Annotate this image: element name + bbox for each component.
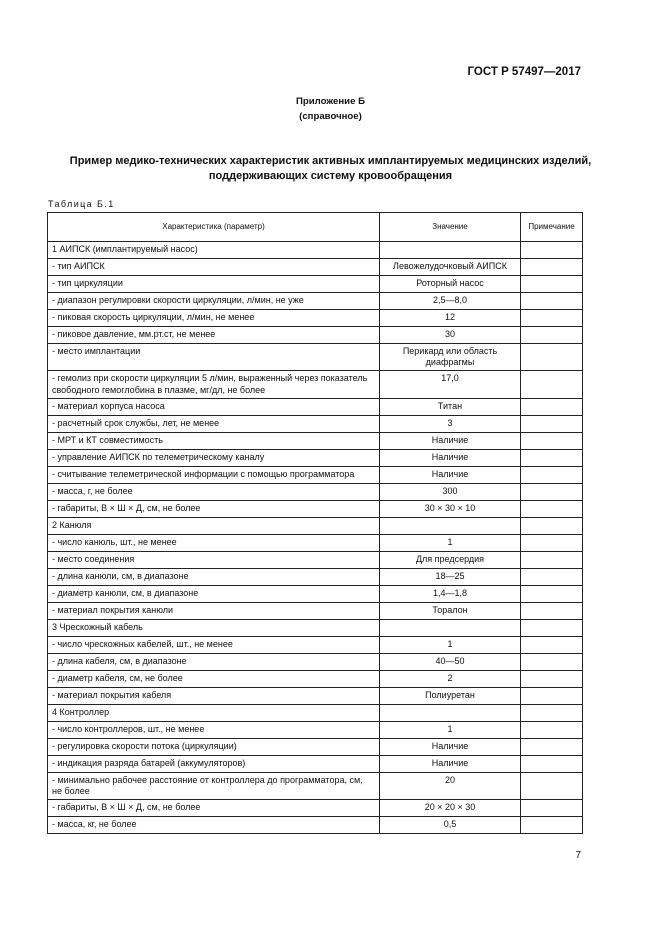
cell-param: - материал корпуса насоса: [48, 398, 380, 415]
cell-note: [521, 371, 583, 398]
table-row: [48, 310, 583, 327]
cell-param: - диаметр канюли, см, в диапазоне: [48, 585, 380, 602]
cell-value: 20 × 20 × 30: [380, 800, 521, 817]
cell-value: 30 × 30 × 10: [380, 500, 521, 517]
cell-value: Для предсердия: [380, 551, 521, 568]
cell-note: [521, 738, 583, 755]
table-row: [48, 551, 583, 568]
table-row: [48, 293, 583, 310]
cell-value: Полиуретан: [380, 687, 521, 704]
appendix-subtitle: (справочное): [299, 111, 362, 122]
cell-param: - тип АИПСК: [48, 259, 380, 276]
cell-note: [521, 466, 583, 483]
cell-note: [521, 415, 583, 432]
table-row: [48, 568, 583, 585]
page-number: 7: [575, 850, 581, 861]
cell-value: Наличие: [380, 738, 521, 755]
table-row: [48, 817, 583, 834]
cell-param: - регулировка скорости потока (циркуляции): [48, 738, 380, 755]
cell-param: - масса, г, не более: [48, 483, 380, 500]
title-line-2: поддерживающих систему кровообращения: [208, 170, 453, 182]
cell-param: - габариты, В × Ш × Д, см, не более: [48, 800, 380, 817]
cell-note: [521, 242, 583, 259]
cell-param: 2 Канюля: [48, 517, 380, 534]
table-header-row: [48, 213, 583, 242]
table-row: [48, 242, 583, 259]
cell-note: [521, 551, 583, 568]
cell-value: Наличие: [380, 432, 521, 449]
column-header-parameter: Характеристика (параметр): [48, 213, 380, 242]
cell-value: Роторный насос: [380, 276, 521, 293]
cell-note: [521, 636, 583, 653]
table-row: [48, 704, 583, 721]
table-row: [48, 619, 583, 636]
cell-note: [521, 670, 583, 687]
table-row: [48, 738, 583, 755]
cell-note: [521, 800, 583, 817]
cell-value: 1: [380, 636, 521, 653]
cell-param: 1 АИПСК (имплантируемый насос): [48, 242, 380, 259]
cell-note: [521, 517, 583, 534]
cell-note: [521, 721, 583, 738]
cell-value: [380, 619, 521, 636]
cell-value: 2: [380, 670, 521, 687]
cell-value: 40—50: [380, 653, 521, 670]
cell-param: - число канюль, шт., не менее: [48, 534, 380, 551]
cell-value: 1: [380, 534, 521, 551]
table-row: [48, 371, 583, 398]
cell-value: [380, 517, 521, 534]
cell-value: Наличие: [380, 466, 521, 483]
table-row: [48, 534, 583, 551]
cell-param: - число чрескожных кабелей, шт., не менее: [48, 636, 380, 653]
table-row: [48, 585, 583, 602]
table-row: [48, 602, 583, 619]
table-row: [48, 466, 583, 483]
cell-param: - длина канюли, см, в диапазоне: [48, 568, 380, 585]
cell-note: [521, 653, 583, 670]
table-row: [48, 432, 583, 449]
cell-param: - индикация разряда батарей (аккумуляторов): [48, 755, 380, 772]
cell-param: 3 Чрескожный кабель: [48, 619, 380, 636]
cell-value: Левожелудочковый АИПСК: [380, 259, 521, 276]
table-row: [48, 670, 583, 687]
cell-note: [521, 755, 583, 772]
cell-param: - диаметр кабеля, см, не более: [48, 670, 380, 687]
document-title: [40, 154, 621, 184]
table-row: [48, 398, 583, 415]
table-row: [48, 327, 583, 344]
table-row: [48, 449, 583, 466]
cell-param: - минимально рабочее расстояние от контроллера до программатора, см, не более: [48, 772, 380, 799]
table-row: [48, 755, 583, 772]
appendix-title: Приложение Б: [296, 96, 365, 107]
cell-value: 30: [380, 327, 521, 344]
cell-note: [521, 483, 583, 500]
table-row: [48, 800, 583, 817]
cell-note: [521, 704, 583, 721]
cell-param: - расчетный срок службы, лет, не менее: [48, 415, 380, 432]
cell-value: 1: [380, 721, 521, 738]
table-row: [48, 259, 583, 276]
cell-value: 0,5: [380, 817, 521, 834]
cell-note: [521, 259, 583, 276]
cell-note: [521, 817, 583, 834]
appendix-heading: [0, 94, 661, 124]
cell-param: - пиковая скорость циркуляции, л/мин, не менее: [48, 310, 380, 327]
cell-value: 300: [380, 483, 521, 500]
table-row: [48, 653, 583, 670]
cell-param: - материал покрытия канюли: [48, 602, 380, 619]
table-row: [48, 517, 583, 534]
table-body: [48, 242, 583, 834]
table-row: [48, 483, 583, 500]
title-line-1: Пример медико-технических характеристик активных имплантируемых медицинских изделий,: [69, 155, 592, 167]
cell-value: Наличие: [380, 449, 521, 466]
cell-param: - число контроллеров, шт., не менее: [48, 721, 380, 738]
table-row: [48, 772, 583, 799]
cell-param: - длина кабеля, см, в диапазоне: [48, 653, 380, 670]
cell-note: [521, 585, 583, 602]
column-header-note: Примечание: [521, 213, 583, 242]
cell-value: 12: [380, 310, 521, 327]
cell-note: [521, 772, 583, 799]
cell-param: - диапазон регулировки скорости циркуляции, л/мин, не уже: [48, 293, 380, 310]
cell-note: [521, 534, 583, 551]
cell-param: - масса, кг, не более: [48, 817, 380, 834]
cell-value: 18—25: [380, 568, 521, 585]
cell-note: [521, 276, 583, 293]
cell-value: [380, 704, 521, 721]
cell-note: [521, 602, 583, 619]
table-row: [48, 636, 583, 653]
specification-table: [47, 212, 583, 834]
cell-param: - МРТ и КТ совместимость: [48, 432, 380, 449]
cell-value: 2,5—8,0: [380, 293, 521, 310]
cell-param: - тип циркуляции: [48, 276, 380, 293]
table-caption: Таблица Б.1: [48, 199, 115, 209]
cell-note: [521, 432, 583, 449]
cell-param: - габариты, В × Ш × Д, см, не более: [48, 500, 380, 517]
cell-note: [521, 310, 583, 327]
document-code: ГОСТ Р 57497—2017: [467, 66, 581, 78]
cell-param: - управление АИПСК по телеметрическому каналу: [48, 449, 380, 466]
column-header-value: Значение: [380, 213, 521, 242]
cell-param: - место имплантации: [48, 344, 380, 371]
table-row: [48, 415, 583, 432]
table-row: [48, 500, 583, 517]
cell-param: 4 Контроллер: [48, 704, 380, 721]
cell-note: [521, 398, 583, 415]
cell-note: [521, 327, 583, 344]
cell-value: Торалон: [380, 602, 521, 619]
cell-note: [521, 568, 583, 585]
cell-note: [521, 449, 583, 466]
cell-value: 17,0: [380, 371, 521, 398]
table-row: [48, 344, 583, 371]
cell-value: Наличие: [380, 755, 521, 772]
cell-param: - считывание телеметрической информации с помощью программатора: [48, 466, 380, 483]
cell-note: [521, 619, 583, 636]
cell-value: 20: [380, 772, 521, 799]
cell-value: Перикард или область диафрагмы: [380, 344, 521, 371]
cell-param: - место соединения: [48, 551, 380, 568]
cell-value: [380, 242, 521, 259]
cell-param: - гемолиз при скорости циркуляции 5 л/мин, выраженный через показатель свободного гемоглобина в плазме, мг/дл, не более: [48, 371, 380, 398]
cell-note: [521, 687, 583, 704]
cell-note: [521, 344, 583, 371]
cell-note: [521, 293, 583, 310]
table-row: [48, 721, 583, 738]
cell-value: Титан: [380, 398, 521, 415]
table-row: [48, 276, 583, 293]
cell-param: - материал покрытия кабеля: [48, 687, 380, 704]
cell-param: - пиковое давление, мм.рт.ст, не менее: [48, 327, 380, 344]
table-row: [48, 687, 583, 704]
cell-value: 1,4—1,8: [380, 585, 521, 602]
cell-value: 3: [380, 415, 521, 432]
cell-note: [521, 500, 583, 517]
